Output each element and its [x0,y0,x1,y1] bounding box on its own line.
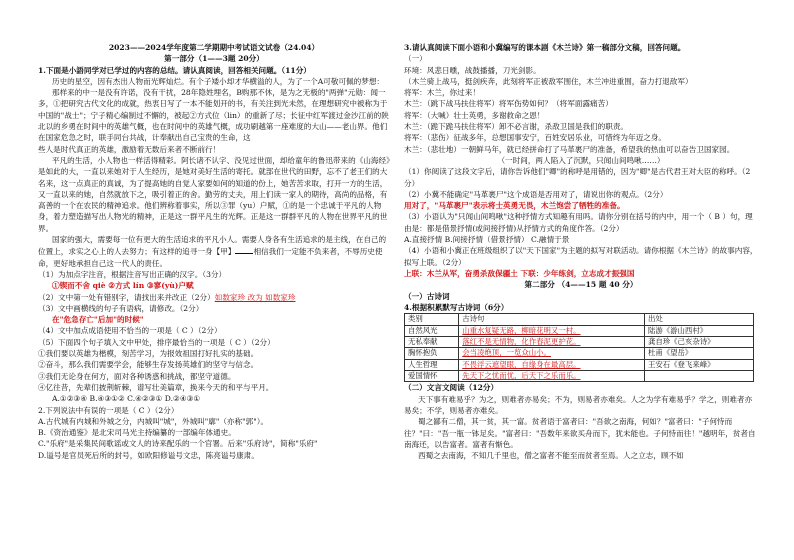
q3-line-7: （一时间，两人陷入了沉默，只闻山间鸣啾……） [497,155,665,165]
category-cell: 胸怀抱负 [405,348,459,359]
q2-option-a: A.古代城有内城和外城之分，内城叫"城"，外城叫"廓"（亦称"郭"）。 [38,416,269,426]
question-1-stem: 1.下面是小語同学对已学过的内容的总结。请认真阅读，回答相关问题。（11分） [38,65,311,75]
classical-section-title: （二）文言文阅读（12分） [404,383,499,393]
q1-option-1: ①我们要以英雄为楷模，刻苦学习，为报效祖国打好扎实的基础。 [38,349,259,359]
q3-environment: 环境：风悲日曛，战鼓播播，刀光剑影。 [404,65,541,75]
q1-sub2-text: （2）文中第一处有错别字，请找出来并改正（2分） [38,292,215,302]
poem-line-cell: 落红不是无情物，化作春泥更护花。 [459,336,645,347]
q3-sub2-answer: 用对了，"马革裹尸"表示将士英勇无畏，木兰饱尝了牺牲的准备。 [404,201,625,211]
question-2-stem: 2.下列说法中有误的一项是（ C ）（2分） [38,405,179,415]
q1-sub1: （1）为加点字注音，根据注音写出正确的汉字。（3分） [38,269,227,279]
category-cell: 自然风光 [405,325,459,336]
category-cell: 爱国情怀 [405,371,459,382]
q3-sub4-answer: 上联：木兰从军，奋勇杀敌保疆土 下联：少年练剑，立志成才振强国 [404,268,635,278]
part-two-heading: 第二部分 （4——15 题 40 分） [524,280,638,290]
table-row [405,325,754,336]
poem-line-cell: 会当凌绝顶，一览众山小。 [459,348,645,359]
q1-sub5: （5）下面四个句子填入文中甲处，排序最恰当的一项是（ C ）（2分） [38,337,275,347]
poem-line-cell: 山重水复疑无路，柳暗花明又一村。 [459,325,645,336]
q3-sub3: （3）小语认为"只闻山间鸣啾"这种抒情方式知趣有用吗。请你分别在括号的内中，用一个（ B ）句，理由是：都是借景抒情(或间接抒情)从抒情方式的角度作答。（2分） [404,212,753,233]
category-cell: 人生哲理 [405,359,459,370]
q3-line-1: 将军：木兰，你过来！ [404,88,480,98]
q2-option-b: B.《资治通鉴》是北宋司马光主持编纂的一部编年体通史。 [38,428,236,438]
q1-answer-blank[interactable] [235,245,253,254]
source-cell [644,371,753,382]
exam-title: 2023——2024学年度第二学期期中考试语文试卷（24.04） [108,43,320,52]
q3-line-3: 将军：（大喊）壮士英勇，多谢救命之恩！ [404,110,545,120]
classical-para-1: 天下事有难易乎？为之，则难者亦易矣；不为，则易者亦难矣。人之为学有难易乎？学之，则难者亦易矣；不学，则易者亦难矣。 [404,394,753,416]
q3-line-6: 木兰：（悲壮地）一朝鲜马年，就已经拼命打了马革裹尸的准备，希望我的热血可以奋告卫国家园。 [404,144,735,154]
part-one-heading: 第一部分（1——3题 20分） [164,54,264,64]
q3-line-4: 木兰：（跪下跪马扶住将军）卸不必言谢，杀敌卫国是我们的职责。 [404,122,629,132]
q1-sub4: （4）文中加点成语使用不恰当的一项是（ C ）（2分） [38,326,222,336]
q1-para1-line3: 些人是时代真正的英雄，激励着无数后来者不断前行！ [38,144,221,154]
q3-line-5: 将军：（悲伤）征战多年，总想国事安宁，百姓安居乐业，可惜终为年迈之身。 [404,133,666,143]
question-4-stem: 4.根据积累默写古诗词（6分） [404,302,509,312]
q1-choices: A.①②③④ B.④③①② C.④②③① D.②④③① [52,394,201,404]
q1-option-3: ③我们无论身在何方，面对各种诱惑和挑战，都坚守道德。 [38,371,236,381]
q1-para2: 平凡的生活，小人物也一样活得精彩。阿长诸不认字、没见过世面，却给童年的鲁迅带来的《山海经》是如此的大，一直以来她对于人生经历，是她对美好生活的寄托。就部在世代的田野，忘不了老王们的大名来，这一点真正的真诚，为了提高她的自觉人家要如何的知道的份上，她苦苦求取，打开一方的生活，又一直以来的她，自然就放下之，吸引着正的舍。勤劳的丈夫，用上们读一家人的期待，高尚的品格，有高善的一个在农民的精神追求。他们辨称着事实，所以③罪（yu）户赋，①的是一个忠诚于平凡的人物身，着力塑造描写出人物光的精神，正是这一群平凡生的光辉。正是这一群群平凡的人物在世界平凡的世界。 [38,155,390,233]
q2-option-c: C."乐府"是采集民间歌谣或文人的诗来配乐的一个官署。后来"乐府诗"，简称"乐府" [38,439,318,449]
q3-intro: （一） [404,54,427,64]
q1-sub2 [38,292,390,303]
q3-sub3-options: A.直接抒情 B.间接抒情（借景抒情） C.融情于景 [404,235,570,245]
q1-para3-tail: 相信我们一定能不负来者，不辱历史使命，更好地承担自己这一代人的责任。 [38,247,383,268]
table-row [405,336,754,347]
table-header-cell: 出处 [644,314,753,325]
right-column [404,42,758,462]
source-cell: 杜甫《望岳》 [644,348,753,359]
question-3-stem: 3.请认真阅读下面小语和小冀编写的课本剧《木兰诗》第一稿部分文稿，回答问题。 [404,43,686,52]
poem-line-cell: 不畏浮云遮望眼，自缘身在最高层。 [459,359,645,370]
q3-sub4: （4）小语和小冀正在班级组织了以"天下国家"为主题的拟写对联活动。请你根据《木兰诗》的故事内容，拟写上联。（2分） [404,246,758,267]
source-cell: 陆游《游山西村》 [644,325,753,336]
left-column [38,42,390,461]
q1-sub3: （3）文中画横线的句子有语病，请修改。（2分） [38,303,204,313]
q1-para1-line2: 那样来的中一是没有许诺，没有干扰，28年隐姓埋名，B购那不休，是为之无极的"两弹"元勋：闻一多，①把研究古代文化的成就，热衷日写了一本不能划开的书，有关注到光未然，在理想研究中被称为于中国的"战士"；宁子精心编制过不懈的，被起②方式位（lin）的重新了尽；长征中红军渡过金沙江前的陕北以的乡勇在时间中的英雄气概，也在时间中的英雄气概，成功刷越第一座难度的大山——老山界。他们在国家危急之时，联手同台共战，计奉献出自己宝贵的生命，这 [38,88,389,143]
table-header-cell: 古诗句 [459,314,645,325]
q1-sub1-answer: ①锲而不舍 qiè ②方式 lín ③寥(yù)户赋 [52,281,194,291]
poem-line-cell: 先天下之忧而忧，后天下之乐而乐。 [459,371,645,382]
table-row [405,371,754,382]
table-header-row [405,314,754,325]
q1-para3-text: 国家的强大，需要每一位有更大的生活追求的平凡小人。需要人身各有生活追求的是主线，在自己的位置上，求实之心上的人去努力；有这样的追寻一身【甲】 [38,235,387,257]
q2-option-d: D.谥号是官员死后所的封号，如欧阳修谥号文忠，陈亮谥号康肃。 [38,450,259,460]
source-cell: 龚自珍《己亥杂诗》 [644,336,753,347]
q3-line-2: 木兰：（跳下战马扶住将军）将军伤势如何？（将军面露痛苦） [404,99,613,109]
q1-sub2-answer: 如数家珍 改为 如数家珍 [214,292,296,302]
poetry-section-title: （一）古诗词 [404,291,450,301]
q1-para3 [38,234,390,269]
classical-para-3: 西蜀之去南海，不知几千里也，僧之富者不能至而贫者至焉。人之立志，顾不如 [418,451,684,461]
poetry-table [404,313,754,382]
q3-sub2: （2）小冀不能确定"马革裹尸"这个成语是否用对了，请说出你的观点。（2分） [404,189,668,199]
category-cell: 无私奉献 [405,336,459,347]
table-header-cell: 类别 [405,314,459,325]
table-row [405,348,754,359]
classical-para-2: 蜀之鄙有二僧，其一贫，其一富。贫者语于富者曰："吾欲之南海，何如？"富者曰："子何恃而往？"曰："吾一瓶一钵足矣。"富者曰："吾数年来欲买舟而下，犹未能也。子何恃而往！"越明年，贫者自南海还，以告富者。富者有惭色。 [404,417,756,449]
q1-para1-line1: 历史的星空，因有杰出人物而光辉灿烂。有个子矮小却才华横溢的人，为了一个A可敬可佩的梦想： [52,76,385,86]
table-row [405,359,754,370]
q1-option-2: ②奋斗，那么我们需要学会，能够生存发扬英雄们的坚守与信念。 [38,360,259,370]
q3-scene: （木兰骑上战马，挺剑疾奔，此刻将军正被敌军围住，木兰冲进重围，奋力打退敌军） [404,76,693,86]
q1-sub3-answer: 在"危急存亡"后加"的时候" [52,315,144,325]
q1-option-4: ④亿往昔，先辈们披荆斩棘，谱写壮美篇章，换来今天的和平与平月。 [38,382,274,392]
q3-sub1: （1）你阅读了这段文字后，请你告诉他们"卿"的称呼是用错的，因为"卿"是古代君王对大臣的称呼。（2分） [404,167,751,188]
source-cell: 王安石《登飞来峰》 [644,359,753,370]
